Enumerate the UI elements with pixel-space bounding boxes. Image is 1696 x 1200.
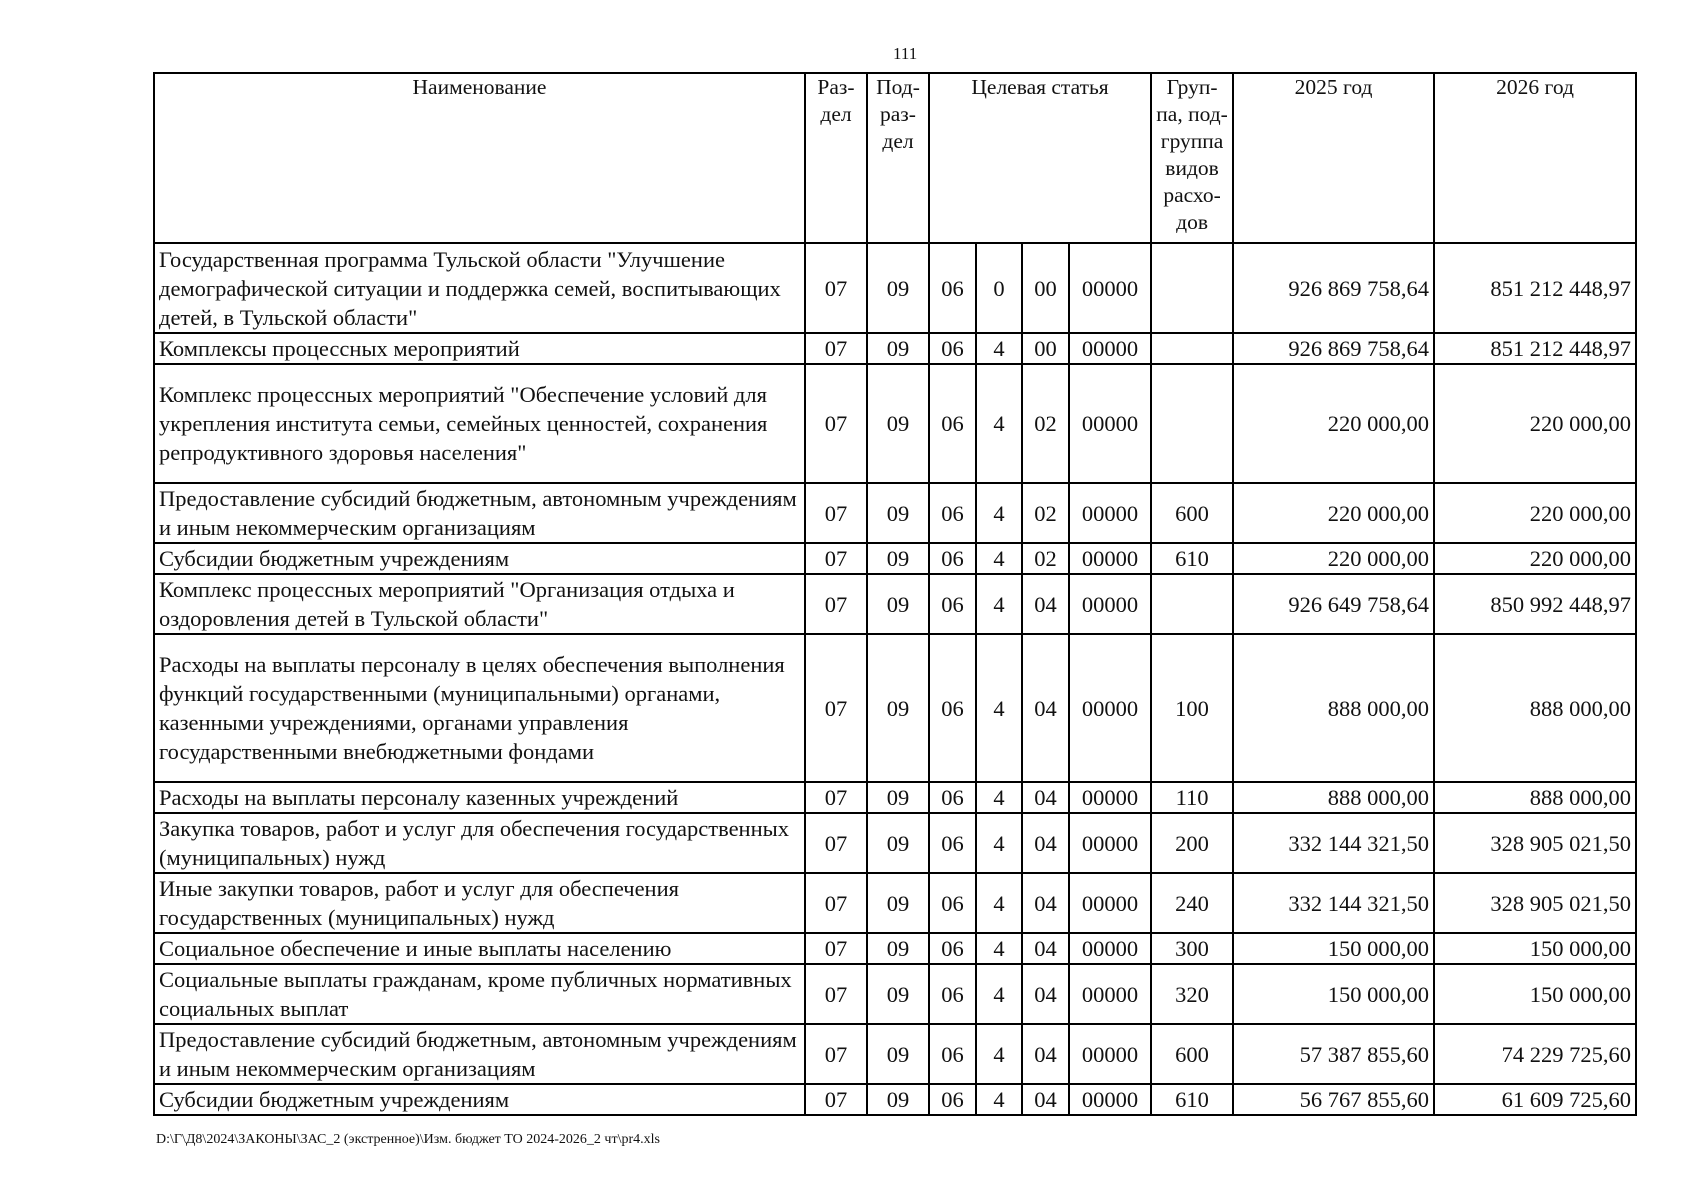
expense-group-cell [1151, 243, 1233, 333]
target-program-code-cell: 06 [929, 634, 976, 782]
amount-2025-cell: 220 000,00 [1233, 543, 1434, 574]
target-subprogram-code-cell: 02 [1022, 483, 1069, 543]
target-subprogram-code-cell: 04 [1022, 1084, 1069, 1115]
amount-2025-cell: 332 144 321,50 [1233, 873, 1434, 933]
target-program-code-cell: 06 [929, 782, 976, 813]
target-direction-code-cell: 00000 [1069, 813, 1151, 873]
expense-group-cell: 600 [1151, 1024, 1233, 1084]
razdel-cell: 07 [805, 1024, 867, 1084]
amount-2025-cell: 888 000,00 [1233, 782, 1434, 813]
target-type-code-cell: 4 [976, 782, 1022, 813]
row-name-cell: Расходы на выплаты персоналу казенных учреждений [154, 782, 805, 813]
target-direction-code-cell: 00000 [1069, 333, 1151, 364]
amount-2026-cell: 74 229 725,60 [1434, 1024, 1636, 1084]
target-type-code-cell: 0 [976, 243, 1022, 333]
amount-2025-cell: 57 387 855,60 [1233, 1024, 1434, 1084]
row-name-cell: Комплекс процессных мероприятий "Организация отдыха и оздоровления детей в Тульской области" [154, 574, 805, 634]
target-subprogram-code-cell: 04 [1022, 933, 1069, 964]
target-direction-code-cell: 00000 [1069, 933, 1151, 964]
podrazdel-cell: 09 [867, 782, 929, 813]
razdel-cell: 07 [805, 782, 867, 813]
target-direction-code-cell: 00000 [1069, 873, 1151, 933]
target-subprogram-code-cell: 04 [1022, 782, 1069, 813]
razdel-cell: 07 [805, 333, 867, 364]
row-name-cell: Предоставление субсидий бюджетным, автономным учреждениям и иным некоммерческим организациям [154, 483, 805, 543]
razdel-cell: 07 [805, 543, 867, 574]
target-subprogram-code-cell: 00 [1022, 243, 1069, 333]
target-direction-code-cell: 00000 [1069, 364, 1151, 483]
expense-group-cell: 100 [1151, 634, 1233, 782]
target-type-code-cell: 4 [976, 574, 1022, 634]
amount-2025-cell: 332 144 321,50 [1233, 813, 1434, 873]
podrazdel-cell: 09 [867, 813, 929, 873]
expense-group-cell [1151, 333, 1233, 364]
target-subprogram-code-cell: 02 [1022, 364, 1069, 483]
expense-group-cell: 610 [1151, 543, 1233, 574]
expense-group-cell [1151, 364, 1233, 483]
header-razdel: Раз- дел [805, 73, 867, 243]
row-name-cell: Предоставление субсидий бюджетным, автономным учреждениям и иным некоммерческим организациям [154, 1024, 805, 1084]
target-program-code-cell: 06 [929, 543, 976, 574]
table-row [154, 364, 1636, 483]
target-subprogram-code-cell: 04 [1022, 634, 1069, 782]
amount-2026-cell: 220 000,00 [1434, 483, 1636, 543]
expense-group-cell: 300 [1151, 933, 1233, 964]
target-program-code-cell: 06 [929, 964, 976, 1024]
amount-2026-cell: 851 212 448,97 [1434, 333, 1636, 364]
expense-group-cell: 610 [1151, 1084, 1233, 1115]
target-type-code-cell: 4 [976, 933, 1022, 964]
amount-2026-cell: 888 000,00 [1434, 782, 1636, 813]
table-row [154, 1084, 1636, 1115]
row-name-cell: Закупка товаров, работ и услуг для обеспечения государственных (муниципальных) нужд [154, 813, 805, 873]
target-type-code-cell: 4 [976, 964, 1022, 1024]
podrazdel-cell: 09 [867, 574, 929, 634]
amount-2026-cell: 328 905 021,50 [1434, 813, 1636, 873]
amount-2025-cell: 150 000,00 [1233, 964, 1434, 1024]
header-gruppa-vidov-raskhodov: Груп- па, под- группа видов расхо- дов [1151, 73, 1233, 243]
target-direction-code-cell: 00000 [1069, 1084, 1151, 1115]
expense-group-cell: 240 [1151, 873, 1233, 933]
amount-2025-cell: 926 869 758,64 [1233, 243, 1434, 333]
amount-2026-cell: 850 992 448,97 [1434, 574, 1636, 634]
target-type-code-cell: 4 [976, 333, 1022, 364]
target-subprogram-code-cell: 04 [1022, 1024, 1069, 1084]
razdel-cell: 07 [805, 933, 867, 964]
amount-2026-cell: 220 000,00 [1434, 364, 1636, 483]
table-row [154, 1024, 1636, 1084]
target-direction-code-cell: 00000 [1069, 483, 1151, 543]
podrazdel-cell: 09 [867, 483, 929, 543]
target-program-code-cell: 06 [929, 483, 976, 543]
header-row [154, 73, 1636, 243]
podrazdel-cell: 09 [867, 1024, 929, 1084]
header-tselevaya-statya: Целевая статья [929, 73, 1151, 243]
row-name-cell: Субсидии бюджетным учреждениям [154, 1084, 805, 1115]
header-2025: 2025 год [1233, 73, 1434, 243]
table-row [154, 574, 1636, 634]
amount-2026-cell: 150 000,00 [1434, 933, 1636, 964]
target-program-code-cell: 06 [929, 933, 976, 964]
expense-group-cell: 320 [1151, 964, 1233, 1024]
target-subprogram-code-cell: 00 [1022, 333, 1069, 364]
razdel-cell: 07 [805, 1084, 867, 1115]
podrazdel-cell: 09 [867, 964, 929, 1024]
amount-2026-cell: 888 000,00 [1434, 634, 1636, 782]
budget-table [153, 72, 1637, 1116]
table-row [154, 933, 1636, 964]
amount-2025-cell: 220 000,00 [1233, 364, 1434, 483]
amount-2025-cell: 926 869 758,64 [1233, 333, 1434, 364]
target-program-code-cell: 06 [929, 333, 976, 364]
podrazdel-cell: 09 [867, 364, 929, 483]
podrazdel-cell: 09 [867, 1084, 929, 1115]
razdel-cell: 07 [805, 243, 867, 333]
expense-group-cell: 110 [1151, 782, 1233, 813]
podrazdel-cell: 09 [867, 873, 929, 933]
target-program-code-cell: 06 [929, 1084, 976, 1115]
row-name-cell: Социальные выплаты гражданам, кроме публичных нормативных социальных выплат [154, 964, 805, 1024]
amount-2025-cell: 56 767 855,60 [1233, 1084, 1434, 1115]
target-direction-code-cell: 00000 [1069, 543, 1151, 574]
amount-2025-cell: 926 649 758,64 [1233, 574, 1434, 634]
target-subprogram-code-cell: 04 [1022, 964, 1069, 1024]
target-direction-code-cell: 00000 [1069, 634, 1151, 782]
razdel-cell: 07 [805, 873, 867, 933]
target-subprogram-code-cell: 04 [1022, 873, 1069, 933]
row-name-cell: Субсидии бюджетным учреждениям [154, 543, 805, 574]
page-number: 111 [893, 44, 918, 63]
target-type-code-cell: 4 [976, 1024, 1022, 1084]
amount-2025-cell: 220 000,00 [1233, 483, 1434, 543]
amount-2026-cell: 150 000,00 [1434, 964, 1636, 1024]
row-name-cell: Социальное обеспечение и иные выплаты населению [154, 933, 805, 964]
table-row [154, 333, 1636, 364]
target-type-code-cell: 4 [976, 483, 1022, 543]
amount-2026-cell: 220 000,00 [1434, 543, 1636, 574]
target-program-code-cell: 06 [929, 243, 976, 333]
target-program-code-cell: 06 [929, 574, 976, 634]
table-row [154, 634, 1636, 782]
table-row [154, 243, 1636, 333]
expense-group-cell: 600 [1151, 483, 1233, 543]
target-subprogram-code-cell: 04 [1022, 574, 1069, 634]
amount-2026-cell: 851 212 448,97 [1434, 243, 1636, 333]
expense-group-cell [1151, 574, 1233, 634]
target-type-code-cell: 4 [976, 634, 1022, 782]
header-podrazdel: Под- раз- дел [867, 73, 929, 243]
amount-2026-cell: 328 905 021,50 [1434, 873, 1636, 933]
row-name-cell: Расходы на выплаты персоналу в целях обеспечения выполнения функций государственными (муниципальными) органами, казенными учреждениями, органами управления государственными внебюджетными фондами [154, 634, 805, 782]
header-name: Наименование [154, 73, 805, 243]
target-program-code-cell: 06 [929, 1024, 976, 1084]
row-name-cell: Комплексы процессных мероприятий [154, 333, 805, 364]
podrazdel-cell: 09 [867, 333, 929, 364]
target-subprogram-code-cell: 02 [1022, 543, 1069, 574]
table-row [154, 782, 1636, 813]
row-name-cell: Государственная программа Тульской области "Улучшение демографической ситуации и поддержка семей, воспитывающих детей, в Тульской области" [154, 243, 805, 333]
target-direction-code-cell: 00000 [1069, 782, 1151, 813]
target-type-code-cell: 4 [976, 1084, 1022, 1115]
podrazdel-cell: 09 [867, 933, 929, 964]
razdel-cell: 07 [805, 813, 867, 873]
target-type-code-cell: 4 [976, 543, 1022, 574]
row-name-cell: Комплекс процессных мероприятий "Обеспечение условий для укрепления института семьи, семейных ценностей, сохранения репродуктивного здоровья населения" [154, 364, 805, 483]
target-direction-code-cell: 00000 [1069, 243, 1151, 333]
table-row [154, 483, 1636, 543]
podrazdel-cell: 09 [867, 243, 929, 333]
podrazdel-cell: 09 [867, 543, 929, 574]
target-program-code-cell: 06 [929, 813, 976, 873]
target-direction-code-cell: 00000 [1069, 574, 1151, 634]
target-subprogram-code-cell: 04 [1022, 813, 1069, 873]
table-row [154, 543, 1636, 574]
header-2026: 2026 год [1434, 73, 1636, 243]
amount-2025-cell: 888 000,00 [1233, 634, 1434, 782]
target-type-code-cell: 4 [976, 873, 1022, 933]
amount-2025-cell: 150 000,00 [1233, 933, 1434, 964]
razdel-cell: 07 [805, 964, 867, 1024]
target-type-code-cell: 4 [976, 813, 1022, 873]
amount-2026-cell: 61 609 725,60 [1434, 1084, 1636, 1115]
expense-group-cell: 200 [1151, 813, 1233, 873]
razdel-cell: 07 [805, 483, 867, 543]
razdel-cell: 07 [805, 364, 867, 483]
target-program-code-cell: 06 [929, 364, 976, 483]
row-name-cell: Иные закупки товаров, работ и услуг для обеспечения государственных (муниципальных) нужд [154, 873, 805, 933]
table-row [154, 813, 1636, 873]
razdel-cell: 07 [805, 634, 867, 782]
table-row [154, 873, 1636, 933]
target-type-code-cell: 4 [976, 364, 1022, 483]
target-program-code-cell: 06 [929, 873, 976, 933]
table-row [154, 964, 1636, 1024]
target-direction-code-cell: 00000 [1069, 1024, 1151, 1084]
footer-file-path: D:\Г\Д8\2024\ЗАКОНЫ\ЗАС_2 (экстренное)\Изм. бюджет ТО 2024-2026_2 чт\pr4.xls [156, 1132, 660, 1147]
podrazdel-cell: 09 [867, 634, 929, 782]
razdel-cell: 07 [805, 574, 867, 634]
target-direction-code-cell: 00000 [1069, 964, 1151, 1024]
